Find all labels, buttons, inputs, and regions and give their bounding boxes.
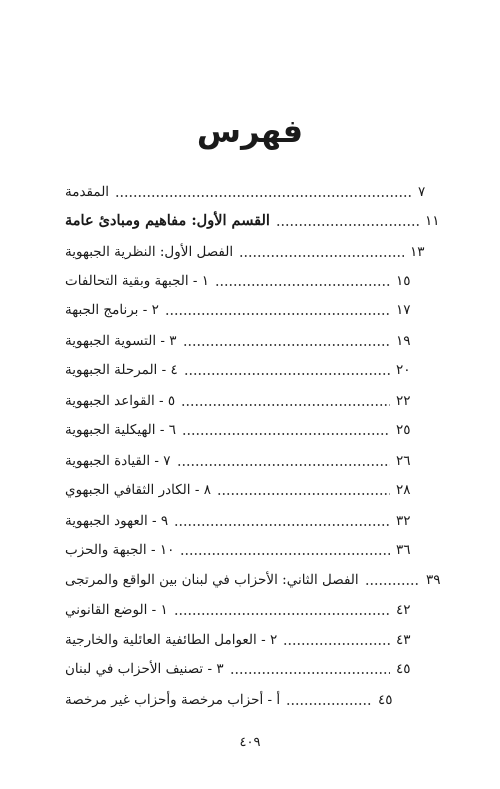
toc-entry <box>65 241 432 263</box>
dot-leader <box>184 359 390 381</box>
toc-entry-label: ٣ - تصنيف الأحزاب في لبنان <box>65 661 224 677</box>
toc-entry-page: ٢٢ <box>396 393 411 409</box>
toc-entry <box>65 539 418 561</box>
toc-entry-page: ١١ <box>425 213 440 229</box>
toc-entry <box>65 359 418 381</box>
dot-leader <box>215 270 390 292</box>
toc-entry <box>65 419 418 441</box>
toc-entry-page: ٢٦ <box>396 453 411 469</box>
toc-entry-page: ١٩ <box>396 333 411 349</box>
toc-entry <box>65 390 418 412</box>
dot-leader <box>174 510 390 532</box>
dot-leader <box>180 539 390 561</box>
page-number: ٤٠٩ <box>239 735 261 750</box>
dot-leader <box>177 450 390 472</box>
toc-entry-label: ٩ - العهود الجبهوية <box>65 513 169 529</box>
toc-entry <box>65 689 400 711</box>
toc-entry <box>65 299 418 321</box>
toc-entry-label: القسم الأول: مفاهيم ومبادئ عامة <box>65 212 270 229</box>
dot-leader <box>165 299 390 321</box>
dot-leader <box>276 210 419 232</box>
toc-entry <box>65 210 447 232</box>
toc-entry-label: ٥ - القواعد الجبهوية <box>65 393 176 409</box>
toc-entry <box>65 569 448 591</box>
toc-entry-page: ١٧ <box>396 302 411 318</box>
dot-leader <box>365 569 420 591</box>
toc-entry <box>65 599 418 621</box>
toc-entry <box>65 181 440 203</box>
toc-entry <box>65 270 418 292</box>
toc-entry <box>65 658 418 680</box>
dot-leader <box>182 419 390 441</box>
toc-entry-page: ٣٢ <box>396 513 411 529</box>
dot-leader <box>283 629 390 651</box>
dot-leader <box>286 689 372 711</box>
toc-entry <box>65 450 418 472</box>
toc-entry-label: ٣ - التسوية الجبهوية <box>65 333 177 349</box>
dot-leader <box>181 390 390 412</box>
dot-leader <box>174 599 390 621</box>
toc-entry-label: المقدمة <box>65 184 110 200</box>
toc-entry-label: الفصل الأول: النظرية الجبهوية <box>65 244 234 260</box>
toc-entry-page: ٤٣ <box>396 632 411 648</box>
toc-entry-label: ١٠ - الجبهة والحزب <box>65 542 175 558</box>
toc-entry-page: ١٣ <box>410 244 425 260</box>
toc-entry <box>65 510 418 532</box>
toc-entry-label: ٧ - القيادة الجبهوية <box>65 453 171 469</box>
toc-entry <box>65 330 418 352</box>
toc-entry-label: ١ - الجبهة وبقية التحالفات <box>65 273 210 289</box>
toc-entry-page: ٤٢ <box>396 602 411 618</box>
dot-leader <box>115 181 412 203</box>
toc-entry-label: ٤ - المرحلة الجبهوية <box>65 362 178 378</box>
toc-entry-label: ٦ - الهيكلية الجبهوية <box>65 422 176 438</box>
dot-leader <box>217 479 390 501</box>
toc-entry-page: ٣٦ <box>396 542 411 558</box>
toc-entry-page: ٢٥ <box>396 422 411 438</box>
toc-entry-page: ١٥ <box>396 273 411 289</box>
page-title: فهرس <box>196 112 304 150</box>
toc-entry-label: ٢ - العوامل الطائفية العائلية والخارجية <box>65 632 278 648</box>
toc-entry-page: ٤٥ <box>378 692 393 708</box>
toc-entry <box>65 479 418 501</box>
toc-entry-page: ٧ <box>418 184 426 200</box>
toc-entry-page: ٣٩ <box>426 572 441 588</box>
toc-entry-label: ٢ - برنامج الجبهة <box>65 302 159 318</box>
toc-entry-page: ٤٥ <box>396 661 411 677</box>
toc-entry <box>65 629 418 651</box>
toc-entry-label: الفصل الثاني: الأحزاب في لبنان بين الواقع والمرتجى <box>65 572 359 588</box>
toc-entry-label: ٨ - الكادر الثقافي الجبهوي <box>65 482 211 498</box>
dot-leader <box>239 241 404 263</box>
dot-leader <box>230 658 390 680</box>
toc-entry-label: أ - أحزاب مرخصة وأحزاب غير مرخصة <box>65 692 281 708</box>
toc-entry-page: ٢٨ <box>396 482 411 498</box>
dot-leader <box>183 330 391 352</box>
toc-entry-page: ٢٠ <box>396 362 411 378</box>
toc-entry-label: ١ - الوضع القانوني <box>65 602 168 618</box>
